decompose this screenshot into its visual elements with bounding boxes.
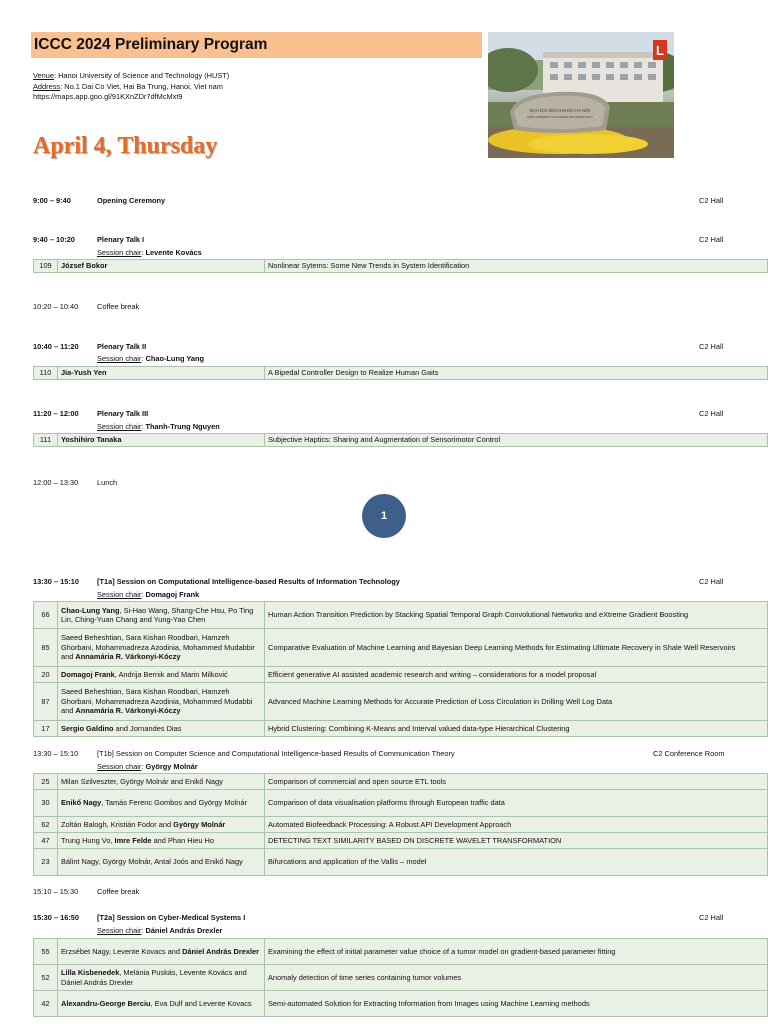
co-authors: and Phan Hieu Ho [151,835,214,845]
address-value: : No.1 Dai Co Viet, Hai Ba Trung, Hanoi, Viet nam [60,81,223,91]
paper-id: 111 [34,434,58,447]
plenary1-chair: Session chair: Levente Kovács [97,248,202,257]
t1a-table [33,601,768,737]
t1a-title: [T1a] Session on Computational Intelligence-based Results of Information Technology [97,577,400,586]
chair-name: Dániel András Drexler [145,926,223,935]
t2a-chair: Session chair: Dániel András Drexler [97,926,223,935]
paper-authors [58,965,265,991]
presenting-author: György Molnár [173,819,226,829]
chair-name: György Molnár [145,762,198,771]
chair-label: Session chair [97,422,142,431]
paper-title: A Bipedal Controller Design to Realize Human Gaits [265,367,768,380]
plenary1-title: Plenary Talk I [97,235,145,244]
t2a-title: [T2a] Session on Cyber-Medical Systems I [97,913,246,922]
paper-title: Efficient generative AI assisted academic research and writing – considerations for a model proposal [265,667,768,683]
presenting-author: Domagoj Frank [61,669,115,679]
presenting-author: Imre Felde [114,835,152,845]
table-row [34,667,768,683]
venue-value: : Hanoi University of Science and Technology (HUST) [53,71,230,80]
opening-hall: C2 Hall [699,196,724,205]
chair-name: Thanh-Trung Nguyen [145,422,220,431]
page-number-badge: 1 [362,494,406,538]
t1b-title: [T1b] Session on Computer Science and Computational Intelligence-based Results of Communication Theory [97,749,455,758]
presenting-author: Annamária R. Várkonyi-Kóczy [75,706,181,716]
paper-id: 110 [34,367,58,380]
co-authors: Trung Hung Vo, [61,835,115,845]
lunch-time: 12:00 – 13:30 [33,478,79,487]
paper-authors [58,939,265,965]
t1a-hall: C2 Hall [699,577,724,586]
paper-title: Subjective Haptics: Sharing and Augmentation of Sensorimotor Control [265,434,768,447]
co-authors: , Melánia Puskás, Levente Kovács and Dániel András Drexler [61,968,247,987]
co-authors: Zoltán Balogh, Kristián Fodor and [61,819,174,829]
paper-id: 20 [34,667,58,683]
presenting-author: Annamária R. Várkonyi-Kóczy [75,652,181,662]
paper-author: Yoshihiro Tanaka [61,435,122,444]
t1b-hall: C2 Conference Room [653,749,725,758]
paper-id: 55 [34,939,58,965]
table-row [34,721,768,737]
presenting-author: Lilla Kisbenedek [61,968,120,977]
paper-title: Examining the effect of initial parameter value choice of a tumor model on gradient-based parameter fitting [265,939,768,965]
co-authors: Saeed Beheshtian, Sara Kishan Roodbari, Hamzeh Ghorbani, Mohammadreza Azodinia, Mohammed Mudabbir and [61,633,255,662]
paper-authors [58,817,265,833]
table-row [34,849,768,876]
t2a-table [33,938,768,1017]
co-authors: and Jornandes Dias [113,723,182,733]
venue-label: Venue [33,71,54,80]
paper-title: Comparative Evaluation of Machine Learning and Bayesian Deep Learning Methods for Estimating Ultimate Recovery in Shale Well Reservoirs [265,629,768,667]
table-row [34,434,768,447]
paper-authors [58,667,265,683]
table-row [34,774,768,790]
table-row [34,790,768,817]
t1a-time: 13:30 – 15:10 [33,577,80,586]
table-row [34,260,768,273]
co-authors: , Eva Dulf and Levente Kovacs [150,998,252,1008]
plenary3-time: 11:20 – 12:00 [33,409,79,418]
t2a-hall: C2 Hall [699,913,724,922]
plenary2-time: 10:40 – 11:20 [33,342,79,351]
presenting-author: Alexandru-George Berciu [61,998,151,1008]
t1a-chair: Session chair: Domagoj Frank [97,590,200,599]
table-row [34,602,768,629]
coffee1-title: Coffee break [97,302,140,311]
paper-authors: Bálint Nagy, György Molnár, Antal Joós and Enikő Nagy [58,849,265,876]
paper-authors [58,629,265,667]
paper-title: Comparison of commercial and open source ETL tools [265,774,768,790]
paper-title: DETECTING TEXT SIMILARITY BASED ON DISCRETE WAVELET TRANSFORMATION [265,833,768,849]
presenting-author: Enikő Nagy [61,798,102,808]
paper-id: 66 [34,602,58,629]
chair-name: Chao-Lung Yang [145,354,205,363]
photo-sign-text: ĐẠI HỌC BÁCH KHOA HÀ NỘI [529,108,591,113]
plenary1-hall: C2 Hall [699,235,724,244]
plenary3-table [33,433,768,447]
lunch-title: Lunch [97,478,118,487]
chair-label: Session chair [97,762,142,771]
table-row [34,367,768,380]
plenary1-table [33,259,768,273]
plenary1-time: 9:40 – 10:20 [33,235,75,244]
chair-label: Session chair [97,248,142,257]
paper-authors [58,721,265,737]
address-label: Address [33,81,61,91]
day-heading: April 4, Thursday [33,133,218,159]
chair-name: Levente Kovács [145,248,202,257]
table-row [34,833,768,849]
coffee2-title: Coffee break [97,887,140,896]
coffee1-time: 10:20 – 10:40 [33,302,79,311]
paper-id: 42 [34,991,58,1017]
plenary2-chair: Session chair: Chao-Lung Yang [97,354,205,363]
table-row [34,629,768,667]
paper-authors [58,833,265,849]
paper-authors [58,991,265,1017]
venue-block [33,71,229,103]
presenting-author: Chao-Lung Yang [61,605,120,615]
paper-title: Semi-automated Solution for Extracting Information from Images using Machine Learning methods [265,991,768,1017]
plenary2-hall: C2 Hall [699,342,724,351]
svg-text:L: L [656,43,664,58]
paper-authors: Milan Szilveszter, György Molnár and Enikő Nagy [58,774,265,790]
paper-authors [58,790,265,817]
paper-title: Automated Biofeedback Processing: A Robust API Development Approach [265,817,768,833]
plenary3-hall: C2 Hall [699,409,724,418]
paper-title: Human Action Transition Prediction by Stacking Spatial Temporal Graph Convolutional Networks and eXtreme Gradient Boosting [265,602,768,629]
paper-title: Advanced Machine Learning Methods for Accurate Prediction of Loss Circulation in Drilling Well Log Data [265,683,768,721]
opening-time: 9:00 – 9:40 [33,196,71,205]
opening-title: Opening Ceremony [97,196,166,205]
presenting-author: Sergio Galdino [61,723,114,733]
plenary3-title: Plenary Talk III [97,409,149,418]
table-row [34,991,768,1017]
coffee2-time: 15:10 – 15:30 [33,887,79,896]
campus-photo [488,32,674,158]
paper-id: 52 [34,965,58,991]
campus-photo-illustration [488,32,674,158]
co-authors: , Tamás Ferenc Gombos and György Molnár [101,798,247,808]
paper-id: 30 [34,790,58,817]
plenary3-chair: Session chair: Thanh-Trung Nguyen [97,422,220,431]
table-row [34,965,768,991]
paper-title: Bifurcations and application of the Vallis – model [265,849,768,876]
presenting-author: Dániel András Drexler [182,946,260,956]
co-authors: , Si-Hao Wang, Shang-Che Hsu, Po Ting Lin, Ching-Yuan Chang and Yung-Yao Chen [61,605,254,624]
t2a-time: 15:30 – 16:50 [33,913,80,922]
co-authors: , Andrija Bernik and Marin Milković [114,669,228,679]
paper-author: József Bokor [61,261,108,270]
paper-title: Nonlinear Sytems: Some New Trends in System Identification [265,260,768,273]
plenary2-table [33,366,768,380]
paper-id: 47 [34,833,58,849]
paper-title: Anomaly detection of time series containing tumor volumes [265,965,768,991]
table-row [34,683,768,721]
program-title: ICCC 2024 Preliminary Program [31,32,482,58]
table-row [34,939,768,965]
paper-id: 109 [34,260,58,273]
paper-id: 23 [34,849,58,876]
paper-authors [58,683,265,721]
table-row [34,817,768,833]
t1b-table [33,773,768,876]
paper-author: Jia-Yush Yen [61,368,107,377]
chair-name: Domagoj Frank [145,590,200,599]
t1b-time: 13:30 – 15:10 [33,749,79,758]
paper-authors [58,602,265,629]
chair-label: Session chair [97,926,142,935]
co-authors: Erzsébet Nagy, Levente Kovacs and [61,946,183,956]
paper-title: Comparison of data visualisation platforms through European traffic data [265,790,768,817]
paper-title: Hybrid Clustering: Combining K-Means and Interval valued data-type Hierarchical Clustering [265,721,768,737]
chair-label: Session chair [97,354,142,363]
plenary2-title: Plenary Talk II [97,342,147,351]
t1b-chair: Session chair: György Molnár [97,762,198,771]
co-authors: Saeed Beheshtian, Sara Kishan Roodbari, Hamzeh Ghorbani, Mohammadreza Azodinia, Mohammed Mudabbi and [61,687,253,716]
paper-id: 62 [34,817,58,833]
map-link[interactable]: https://maps.app.goo.gl/91KXnZDr7dfMcMxt9 [33,92,183,101]
paper-id: 25 [34,774,58,790]
paper-id: 85 [34,629,58,667]
paper-id: 17 [34,721,58,737]
paper-id: 87 [34,683,58,721]
chair-label: Session chair [97,590,142,599]
photo-sign-subtext: HANOI UNIVERSITY OF SCIENCE AND TECHNOLOGY [527,116,593,119]
